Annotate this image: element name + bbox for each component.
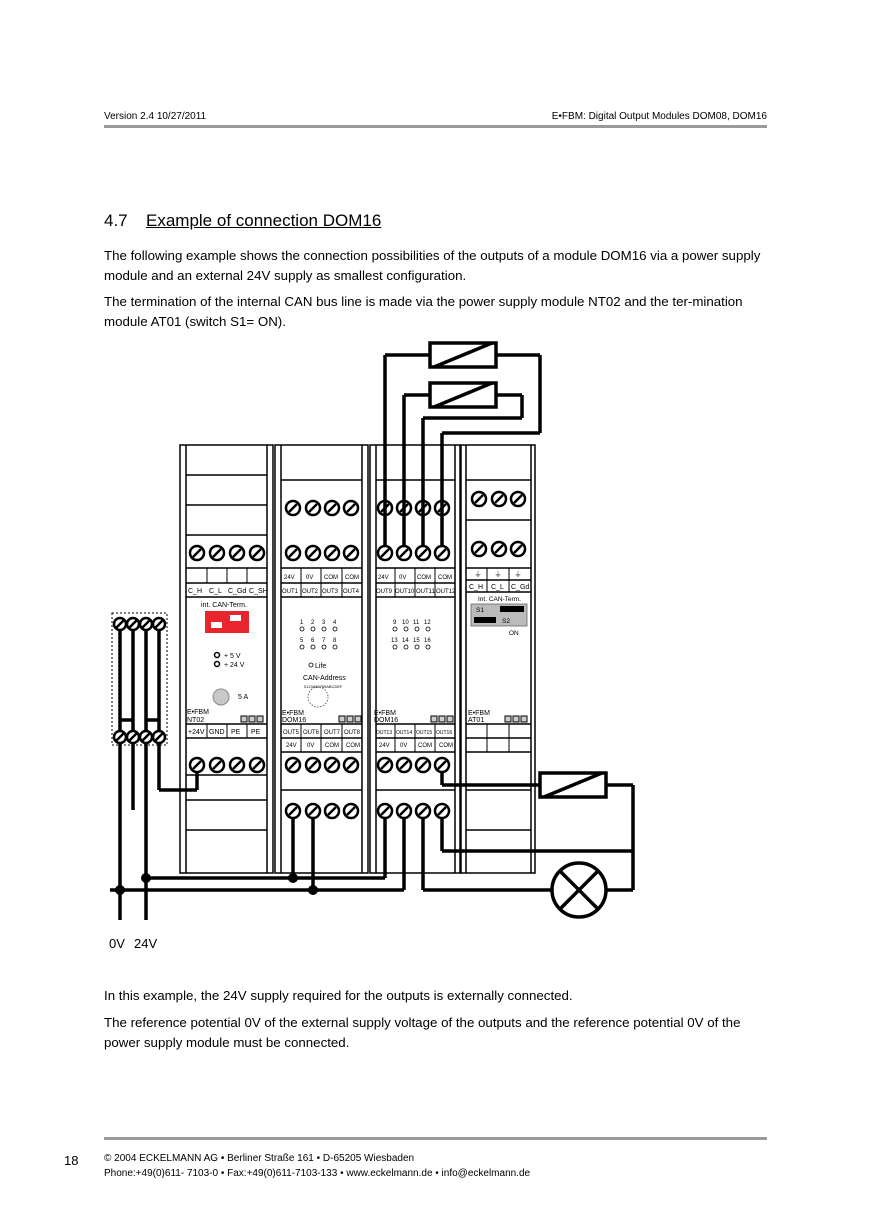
dom-b-bottom-label: COM	[439, 743, 453, 749]
at01-s2: S2	[502, 618, 510, 625]
nt02-led-5v: + 5 V	[224, 653, 241, 660]
dom-a-brand: E•FBM	[282, 710, 304, 717]
dom-a-out-bottom: OUT5	[283, 730, 300, 736]
nt02-bus-label: C_L	[209, 588, 222, 595]
nt02-fuse: 5 A	[238, 694, 249, 701]
dom-b-top-label: COM	[417, 575, 431, 581]
nt02-power-label: PE	[231, 729, 241, 736]
nt02-bus-label: C_Gd	[228, 588, 247, 595]
dom-a-life: Life	[315, 663, 327, 670]
label-24v: 24V	[134, 936, 158, 951]
dom-b-led-num: 16	[424, 638, 431, 644]
dom-b-led-num: 13	[391, 638, 398, 644]
at01-s1: S1	[476, 607, 484, 614]
dom-a-can-address: CAN-Address	[303, 675, 346, 682]
nt02-can-term: int. CAN-Term.	[201, 602, 247, 609]
relay-coil-3	[540, 773, 606, 797]
nt02-brand: E•FBM	[187, 709, 209, 716]
nt02-power-label: +24V	[188, 729, 205, 736]
dom-a-led-num: 4	[333, 620, 337, 626]
dom-a-led-num: 8	[333, 638, 337, 644]
paragraph-reference-potential: The reference potential 0V of the external supply voltage of the outputs and the reference potential 0V of the power supply module must be connected.	[104, 1015, 741, 1050]
header-version: Version 2.4 10/27/2011	[104, 111, 207, 122]
at01-model: AT01	[468, 717, 485, 724]
dom-a-led-num: 3	[322, 620, 326, 626]
nt02-led-5v-indicator	[215, 653, 220, 658]
dom-b-brand: E•FBM	[374, 710, 396, 717]
nt02-fuse-icon	[213, 689, 229, 705]
relay-coil-1	[430, 343, 496, 367]
dom-b-out-top: OUT10	[395, 589, 415, 595]
header-doc-title: E•FBM: Digital Output Modules DOM08, DOM16	[551, 111, 767, 122]
section-title: Example of connection DOM16	[146, 211, 382, 230]
dom-b-out-top: OUT9	[376, 589, 393, 595]
dom-b-out-bottom: OUT16	[436, 730, 453, 736]
paragraph-external-supply: In this example, the 24V supply required for the outputs is externally connected.	[104, 988, 573, 1003]
dom-a-top-label: 0V	[306, 575, 314, 581]
lamp-symbol	[552, 863, 606, 917]
dom-a-led-num: 7	[322, 638, 326, 644]
dom-a-bottom-label: COM	[346, 743, 360, 749]
dom-a-led-num: 2	[311, 620, 315, 626]
dom-a-out-top: OUT1	[282, 589, 299, 595]
nt02-bus-label: C_SH	[249, 588, 268, 595]
dom-a-out-bottom: OUT6	[303, 730, 320, 736]
dom-b-bottom-label: 0V	[400, 743, 408, 749]
dom-b-led-num: 11	[413, 620, 420, 626]
at01-on: ON	[509, 630, 519, 637]
dom-a-out-top: OUT4	[343, 589, 360, 595]
dom-b-model: DOM16	[374, 717, 399, 724]
page-number: 18	[64, 1153, 79, 1168]
nt02-bus-label: C_H	[188, 588, 203, 595]
dom-a-led-num: 6	[311, 638, 315, 644]
dom-a-bottom-label: 0V	[307, 743, 315, 749]
nt02-model: NT02	[187, 717, 205, 724]
dom-b-top-label: COM	[438, 575, 452, 581]
dom-a-out-top: OUT2	[302, 589, 319, 595]
dom-b-out-bottom: OUT13	[376, 730, 393, 736]
dom-a-led-num: 1	[300, 620, 304, 626]
dom-b-out-top: OUT12	[436, 589, 456, 595]
footer-contact: Phone:+49(0)611- 7103-0 • Fax:+49(0)611-7103-133 • www.eckelmann.de • info@eckelmann.de	[104, 1168, 531, 1179]
nt02-power-label: GND	[209, 729, 225, 736]
paragraph-intro: The following example shows the connection possibilities of the outputs of a module DOM16 via a power supply module and an external 24V supply as smallest configuration.	[104, 248, 761, 283]
dom-a-top-label: COM	[345, 575, 359, 581]
footer-rule	[104, 1137, 767, 1140]
nt02-led-24v: + 24 V	[224, 662, 245, 669]
at01-can-term: Int. CAN-Term.	[478, 596, 521, 603]
nt02-led-24v-indicator	[215, 662, 220, 667]
dom-a-bottom-label: COM	[325, 743, 339, 749]
dom-b-led-num: 12	[424, 620, 431, 626]
label-0v: 0V	[109, 936, 125, 951]
dom-a-top-label: COM	[324, 575, 338, 581]
relay-coil-2	[430, 383, 496, 407]
dom-b-led-num: 15	[413, 638, 420, 644]
dom-a-address-dial	[308, 687, 328, 707]
dom-a-out-bottom: OUT8	[344, 730, 361, 736]
dom-a-model: DOM16	[282, 717, 307, 724]
dom-b-bottom-label: 24V	[379, 743, 390, 749]
dom-b-out-bottom: OUT15	[416, 730, 433, 736]
dom-b-bottom-label: COM	[418, 743, 432, 749]
dom-b-out-bottom: OUT14	[396, 730, 413, 736]
dom-b-led-num: 10	[402, 620, 409, 626]
paragraph-termination: The termination of the internal CAN bus line is made via the power supply module NT02 and the ter-mination module AT01 (switch S1= ON).	[104, 294, 743, 329]
at01-brand: E•FBM	[468, 710, 490, 717]
at01-module	[461, 445, 535, 873]
dom-b-top-label: 0V	[399, 575, 407, 581]
dom-b-led-num: 9	[393, 620, 397, 626]
footer-address: © 2004 ECKELMANN AG • Berliner Straße 161 • D-65205 Wiesbaden	[104, 1153, 415, 1164]
dom-a-dial-label: 0123456789ABCDEF	[304, 684, 343, 689]
dom-b-top-label: 24V	[378, 575, 389, 581]
nt02-power-label: PE	[251, 729, 261, 736]
dom-a-bottom-label: 24V	[286, 743, 297, 749]
dom-b-out-top: OUT11	[416, 589, 435, 595]
ground-icon: ⏚	[494, 570, 502, 579]
dom-a-led-num: 5	[300, 638, 304, 644]
dom-b-led-num: 14	[402, 638, 409, 644]
at01-bus-label: C_H	[469, 584, 484, 591]
ground-icon: ⏚	[514, 570, 522, 579]
dom-a-out-bottom: OUT7	[324, 730, 341, 736]
ground-icon: ⏚	[474, 570, 482, 579]
section-number: 4.7	[104, 211, 128, 230]
at01-bus-label: C_L	[491, 584, 504, 591]
at01-bus-label: C_Gd	[511, 584, 530, 591]
dom-a-out-top: OUT3	[322, 589, 339, 595]
dom-a-top-label: 24V	[284, 575, 295, 581]
